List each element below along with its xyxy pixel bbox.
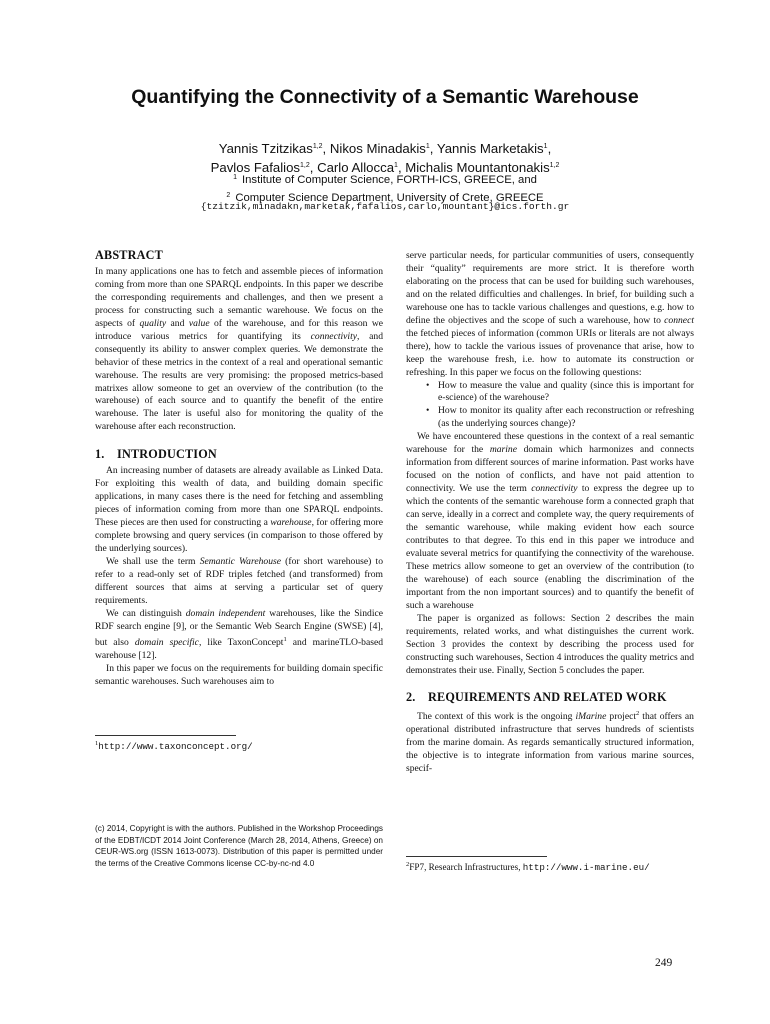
footnote-rule	[406, 856, 547, 857]
footnote-rule	[95, 735, 236, 736]
author-emails: {tzitzik,minadakn,marketak,fafalios,carlo,mountant}@ics.forth.gr	[200, 201, 570, 212]
paragraph: serve particular needs, for particular communities of users, consequently their “quality” requirements are more strict. It is therefore worth elaborating on the process that can be used for building such warehouses, and on the related difficulties and challenges. In brief, for building such a warehouse one has to tackle various challenges and questions, e.g. how to define the objectives and the scope of such a warehouse, how to connect the fetched pieces of information (common URIs or literals are not always there), how to tackle the various issues of provenance that arise, how to keep the warehouse fresh, i.e. how to automate its construction or refreshing. In this paper we focus on the following questions:	[406, 250, 694, 378]
author-affil-mark: 1,2	[549, 162, 560, 169]
footnote-url[interactable]: http://www.taxonconcept.org/	[98, 741, 253, 752]
right-column	[406, 250, 694, 776]
paragraph: We have encountered these questions in the context of a real semantic warehouse for the marine domain which harmonizes and connects information from different sources of marine information. Past works have focused on the notion of conflicts, and have not paid attention to connectivity. We use the term connectivity to express the degree up to which the contents of the semantic warehouse form a connected graph that can serve, ideally in a correct and complete way, the query requirements of the semantic warehouse, while making evident how each source contributes to that degree. To this end in this paper we introduce and evaluate several metrics for quantifying the connectivity of the warehouse. These metrics allow someone to get an overview of the contribution (to the warehouse) of each source (enabling the discrimination of the important from the non important sources) and to quantify the benefit of such a warehouse	[406, 431, 694, 611]
author-name: Carlo Allocca	[317, 160, 395, 175]
author-affil-mark: 1	[425, 143, 430, 150]
copyright-notice: (c) 2014, Copyright is with the authors. Published in the Workshop Proceedings of the EDBT/ICDT 2014 Joint Conference (March 28, 2014, Athens, Greece) on CEUR-WS.org (ISSN 1613-0073). Distribution of this paper is permitted under the terms of the Creative Commons license CC-by-nc-nd 4.0	[95, 824, 383, 868]
list-item: • How to measure the value and quality (since this is important for e-science) of the warehouse?	[438, 380, 694, 406]
affiliation-text: Computer Science Department, University of Crete, GREECE	[235, 192, 544, 204]
paragraph: In this paper we focus on the requirements for building domain specific semantic warehouses. Such warehouses aim to	[95, 662, 383, 687]
paper-title: Quantifying the Connectivity of a Semantic Warehouse	[131, 86, 639, 108]
author-affil-mark: 1	[543, 143, 548, 150]
section-title: INTRODUCTION	[117, 447, 217, 462]
left-column	[95, 249, 383, 689]
footnote-text: FP7, Research Infrastructures,	[409, 862, 523, 872]
footnote-marker: 2	[636, 710, 640, 718]
author-affil-mark: 1,2	[312, 143, 323, 150]
affiliation-mark: 2	[226, 192, 231, 199]
paragraph: An increasing number of datasets are already available as Linked Data. For exploiting this wealth of data, and building domain specific applications, in many cases there is the need for fetching and assembling pieces of information coming from more than one SPARQL endpoints. These pieces are then used for constructing a warehouse, for offering more complete browsing and query services (in comparison to those offered by the underlying sources).	[95, 465, 384, 555]
question-list	[406, 380, 694, 432]
paragraph: The paper is organized as follows: Section 2 describes the main requirements, related works, and what distinguishes the current work. Section 3 provides the context by describing the process used for constructing such warehouses, Section 4 introduces the quality metrics and demonstrates their use. Finally, Section 5 concludes the paper.	[406, 612, 694, 676]
author-name: Michalis Mountantonakis	[405, 160, 550, 175]
section-heading-introduction	[95, 448, 383, 461]
author-affil-mark: 1,2	[300, 162, 310, 169]
author-name: Yannis Tzitzikas	[218, 141, 313, 156]
footnote-mark: 1	[95, 740, 99, 747]
paragraph: The context of this work is the ongoing iMarine project$^2$ that offers an operational distributed infrastructure that serves hundreds of scientists from the marine domain. As regards semantically structured information, the objective is to integrate information from various marine sources, specif-	[406, 710, 694, 775]
author-name: Yannis Marketakis	[436, 141, 544, 156]
footnote-url[interactable]: http://www.i-marine.eu/	[522, 862, 650, 873]
paragraph: We can distinguish domain independent warehouses, like the Sindice RDF search engine [9], or the Semantic Web Search Engine (SWSE) [4], but also domain specific, like TaxonConcept$^1$ and marineTLO-based warehouse [12].	[95, 607, 384, 661]
footnote-marker: 1	[283, 635, 287, 643]
list-item: • How to monitor its quality after each reconstruction or refreshing (as the underlying sources change)?	[438, 405, 694, 431]
abstract-heading: ABSTRACT	[95, 248, 163, 262]
section-heading-requirements	[406, 691, 694, 704]
footnote-mark: 2	[406, 861, 410, 868]
abstract-text: In many applications one has to fetch and assemble pieces of information coming from more than one SPARQL endpoints. In this paper we describe the corresponding requirements and challenges, and then we present a process for constructing such a semantic warehouse. We focus on the aspects of quality and value of the warehouse, and for this reason we introduce various metrics for quantifying its connectivity, and consequently its ability to answer complex queries. We demonstrate the behavior of these metrics in the context of a real and operational semantic warehouse. The results are very promising: the proposed metrics-based matrixes allow someone to get an overview of the contribution (to the warehouse) of each source and to quantify the benefit of the entire warehouse. The later is useful also for monitoring the quality of the warehouse after each reconstruction.	[95, 265, 384, 433]
affiliation-text: Institute of Computer Science, FORTH-ICS, GREECE, and	[242, 174, 537, 186]
section-title: REQUIREMENTS AND RELATED WORK	[428, 690, 667, 705]
author-affil-mark: 1	[394, 162, 398, 169]
section-number: 2.	[406, 690, 416, 705]
paragraph: We shall use the term Semantic Warehouse (for short warehouse) to refer to a read-only set of RDF triples fetched (and transformed) from different sources that aims at serving a particular set of query requirements.	[95, 555, 383, 606]
author-name: Nikos Minadakis	[329, 141, 426, 156]
author-list: Yannis Tzitzikas$^{1,2}$, Nikos Minadakis$^1$, Yannis Marketakis$^1$, Pavlos Fafalios$^{1,2}$, Carlo Allocca$^1$, Michalis Mountantonakis$^{1,2}$	[210, 141, 560, 175]
page-number: 249	[655, 957, 673, 969]
author-name: Pavlos Fafalios	[210, 160, 300, 175]
footnote-1	[95, 735, 383, 753]
section-number: 1.	[95, 447, 105, 462]
affiliation	[0, 170, 770, 188]
footnote-2	[406, 856, 694, 874]
affiliation-mark: 1	[233, 174, 238, 181]
